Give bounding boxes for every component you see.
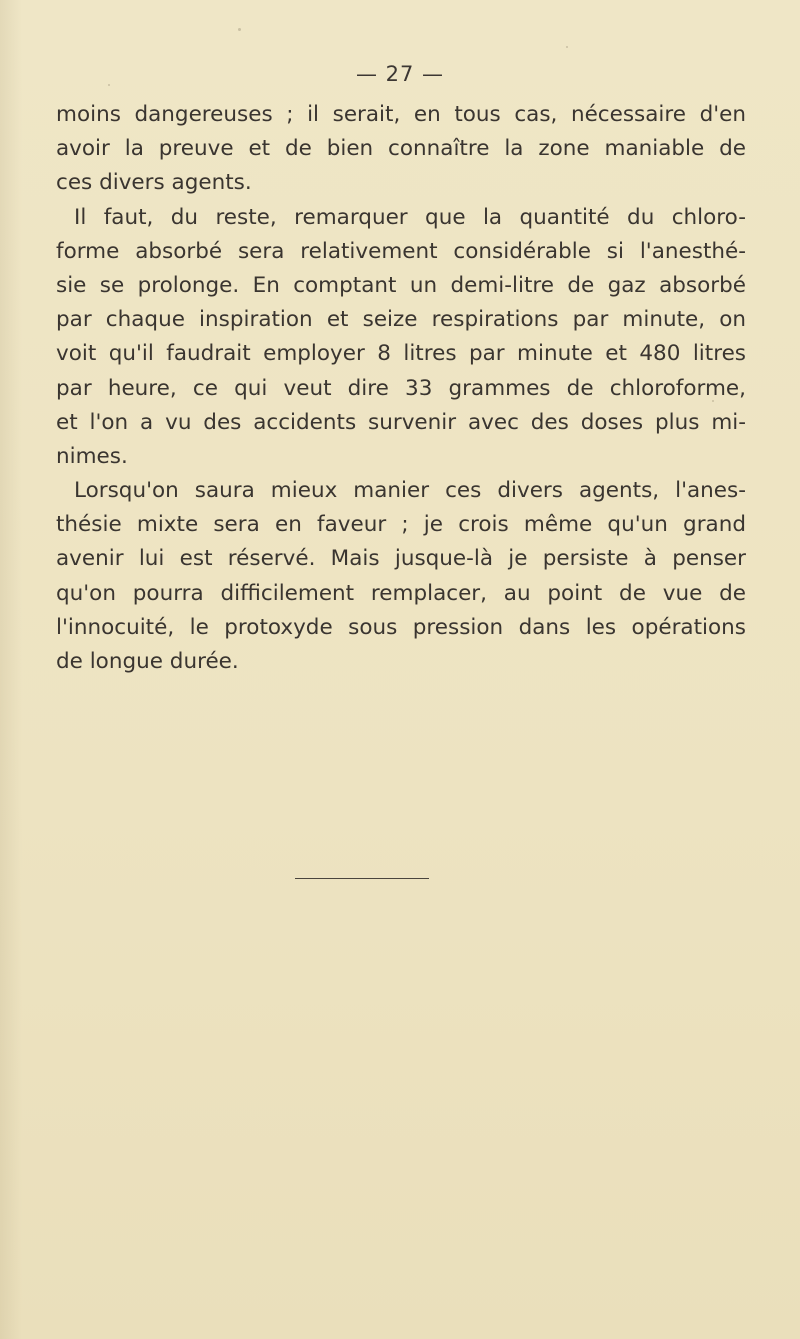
text-line: nimes. xyxy=(56,443,128,469)
text-line: par chaque inspiration et seize respirations par minute, on xyxy=(56,307,746,333)
text-line: voit qu'il faudrait employer 8 litres par minute et 480 litres xyxy=(56,341,746,367)
paper-speck xyxy=(712,400,714,402)
text-line: qu'on pourra difficilement remplacer, au point de vue de xyxy=(56,580,746,606)
text-line: thésie mixte sera en faveur ; je crois même qu'un grand xyxy=(56,512,746,538)
body-text xyxy=(56,98,746,679)
section-divider xyxy=(295,878,429,879)
text-line: et l'on a vu des accidents survenir avec des doses plus mi- xyxy=(56,409,746,435)
text-line: avenir lui est réservé. Mais jusque-là je persiste à penser xyxy=(56,546,746,572)
text-line: sie se prolonge. En comptant un demi-litre de gaz absorbé xyxy=(56,272,746,298)
text-line: l'innocuité, le protoxyde sous pression dans les opérations xyxy=(56,614,746,640)
text-line: avoir la preuve et de bien connaître la zone maniable de xyxy=(56,136,746,162)
paper-speck xyxy=(238,28,241,31)
text-line: moins dangereuses ; il serait, en tous cas, nécessaire d'en xyxy=(56,102,746,127)
text-line: ces divers agents. xyxy=(56,170,252,196)
paper-speck xyxy=(566,46,568,48)
text-line: Il faut, du reste, remarquer que la quantité du chloro- xyxy=(74,204,746,230)
page-number: — 27 — xyxy=(355,62,445,86)
text-line: forme absorbé sera relativement considérable si l'anesthé- xyxy=(56,238,746,264)
paper-speck xyxy=(108,84,110,86)
text-line: de longue durée. xyxy=(56,649,239,674)
text-line: Lorsqu'on saura mieux manier ces divers agents, l'anes- xyxy=(74,478,746,504)
text-line: par heure, ce qui veut dire 33 grammes de chloroforme, xyxy=(56,375,746,401)
